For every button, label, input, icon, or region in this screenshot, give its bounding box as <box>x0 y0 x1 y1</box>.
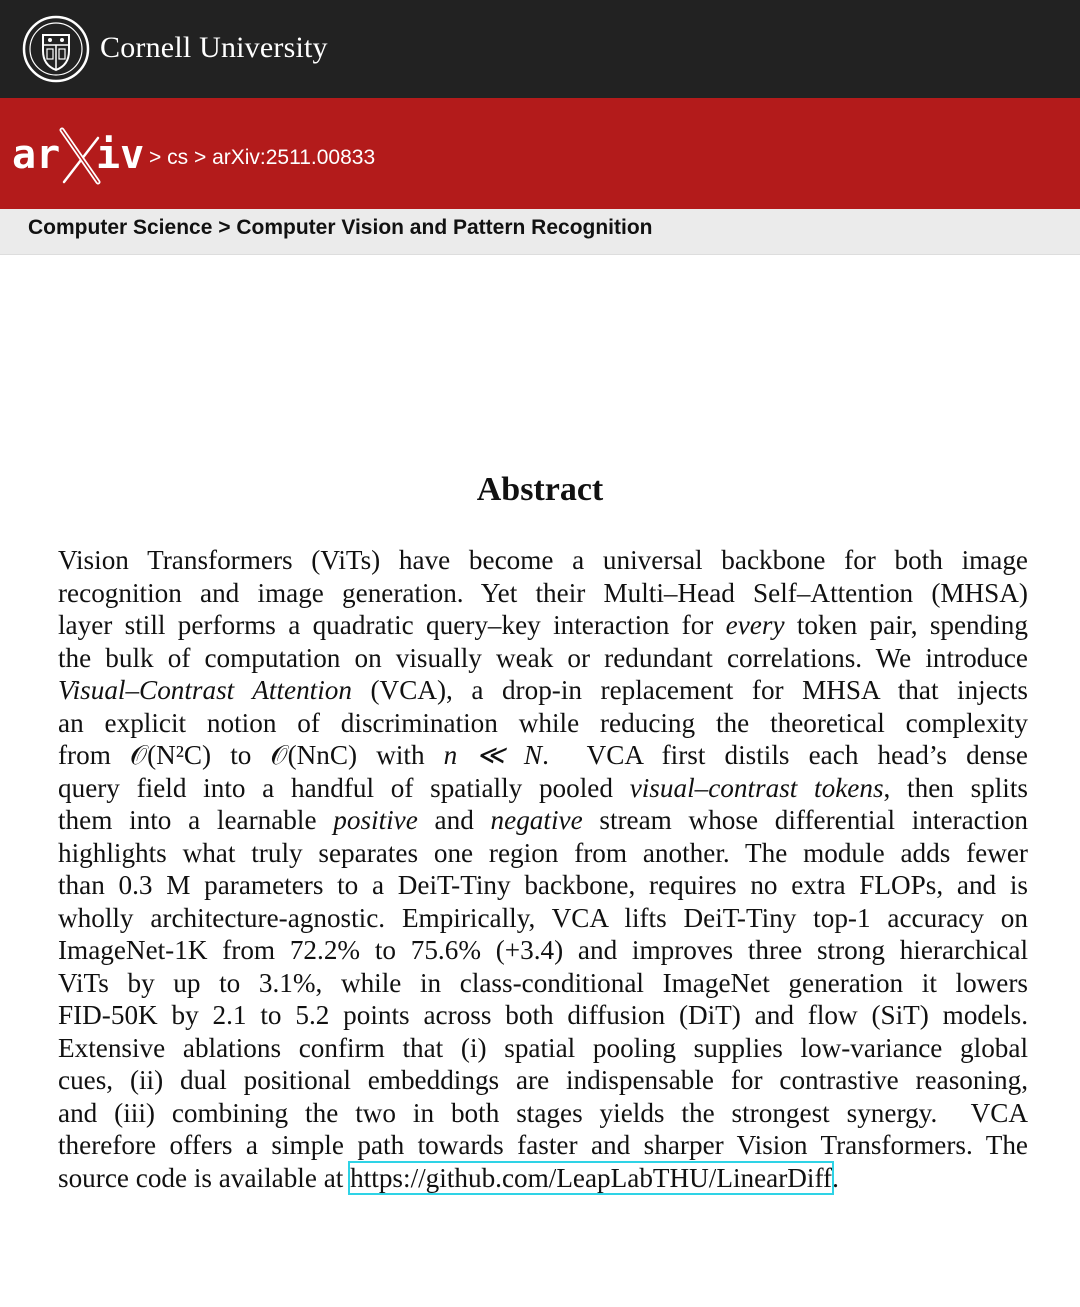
abstract-line-final <box>58 1162 1028 1195</box>
abstract-line <box>58 739 1028 772</box>
breadcrumb <box>149 144 375 172</box>
abstract-line <box>58 577 1028 610</box>
subject-secondary: Computer Vision and Pattern Recognition <box>236 216 653 239</box>
abstract-text-run: recognition and image generation. Yet their Multi–Head Self–Attention (MHSA) <box>58 577 1028 608</box>
abstract-line <box>58 609 1028 642</box>
breadcrumb-item-cs[interactable]: cs <box>167 146 189 169</box>
abstract-line <box>58 967 1028 1000</box>
abstract-line <box>58 869 1028 902</box>
breadcrumb-separator: > <box>193 146 207 169</box>
abstract-line <box>58 674 1028 707</box>
abstract-line <box>58 707 1028 740</box>
abstract-emphasis: every <box>725 610 785 640</box>
abstract-line <box>58 544 1028 577</box>
abstract-text <box>58 544 1028 1194</box>
abstract-emphasis: Visual–Contrast Attention <box>58 675 352 705</box>
abstract-line <box>58 1129 1028 1162</box>
abstract-text-run: wholly architecture-agnostic. Empirically, VCA lifts DeiT-Tiny top-1 accuracy on <box>58 902 1028 933</box>
abstract-line <box>58 1032 1028 1065</box>
abstract-text-run: (VCA), a drop-in replacement for MHSA that injects <box>351 675 1028 705</box>
breadcrumb-separator: > <box>149 146 162 169</box>
abstract-line <box>58 999 1028 1032</box>
abstract-text-run: and <box>417 805 491 835</box>
abstract-text-run: . VCA first distils each head’s dense <box>542 740 1028 770</box>
abstract-line <box>58 1064 1028 1097</box>
abstract-line <box>58 837 1028 870</box>
abstract-line <box>58 642 1028 675</box>
abstract-emphasis: negative <box>490 805 583 835</box>
abstract-text-run: layer still performs a quadratic query–key interaction for <box>58 610 726 640</box>
subject-breadcrumb <box>28 213 653 243</box>
abstract-heading: Abstract <box>476 471 604 508</box>
abstract-text-run: highlights what truly separates one region from another. The module adds fewer <box>58 837 1028 868</box>
abstract-emphasis: positive <box>333 805 418 835</box>
abstract-emphasis: visual–contrast tokens <box>629 772 884 803</box>
abstract-final-prefix: source code is available at <box>58 1162 351 1193</box>
abstract-text-run: Vision Transformers (ViTs) have become a universal backbone for both image <box>58 545 1028 575</box>
abstract-text-run: and (iii) combining the two in both stages yields the strongest synergy. VCA <box>58 1097 1028 1128</box>
cornell-university-link[interactable]: Cornell University <box>100 31 328 64</box>
abstract-line <box>58 804 1028 837</box>
abstract-text-run: query field into a handful of spatially pooled <box>58 772 630 803</box>
subject-separator: > <box>218 216 231 239</box>
abstract-line <box>58 1097 1028 1130</box>
source-code-link[interactable]: https://github.com/LeapLabTHU/LinearDiff <box>350 1162 833 1193</box>
abstract-final-suffix: . <box>832 1162 839 1193</box>
abstract-text-run: an explicit notion of discrimination while reducing the theoretical complexity <box>58 707 1028 738</box>
abstract-text-run: the bulk of computation on visually weak or redundant correlations. We introduce <box>58 642 1028 673</box>
abstract-emphasis: n ≪ N <box>443 740 543 770</box>
abstract-line <box>58 934 1028 967</box>
abstract-text-run: FID-50K by 2.1 to 5.2 points across both diffusion (DiT) and flow (SiT) models. <box>58 1000 1028 1030</box>
abstract-text-run: token pair, spending <box>784 610 1028 640</box>
cornell-seal-icon[interactable] <box>22 15 90 83</box>
abstract-text-run: them into a learnable <box>58 805 334 835</box>
svg-text:iv: iv <box>96 132 144 178</box>
abstract-text-run: than 0.3 M parameters to a DeiT-Tiny backbone, requires no extra FLOPs, and is <box>58 870 1028 900</box>
abstract-text-run: cues, (ii) dual positional embeddings are indispensable for contrastive reasoning, <box>58 1065 1028 1095</box>
svg-text:ar: ar <box>12 132 61 178</box>
abstract-text-run: stream whose differential interaction <box>582 805 1029 835</box>
abstract-text-run: Extensive ablations confirm that (i) spatial pooling supplies low-variance global <box>58 1032 1028 1063</box>
abstract-line <box>58 902 1028 935</box>
breadcrumb-item-paper-id: arXiv:2511.00833 <box>212 146 376 169</box>
abstract-text-run: , then splits <box>883 772 1028 803</box>
abstract-line <box>58 772 1028 805</box>
abstract-text-run: therefore offers a simple path towards faster and sharper Vision Transformers. The <box>58 1130 1028 1160</box>
abstract-text-run: ViTs by up to 3.1%, while in class-conditional ImageNet generation it lowers <box>58 967 1028 998</box>
abstract-text-run: from 𝒪(N²C) to 𝒪(NnC) with <box>58 740 444 770</box>
abstract-text-run: ImageNet-1K from 72.2% to 75.6% (+3.4) and improves three strong hierarchical <box>58 935 1028 965</box>
subject-primary: Computer Science <box>28 216 213 239</box>
arxiv-logo-icon[interactable] <box>10 124 144 186</box>
